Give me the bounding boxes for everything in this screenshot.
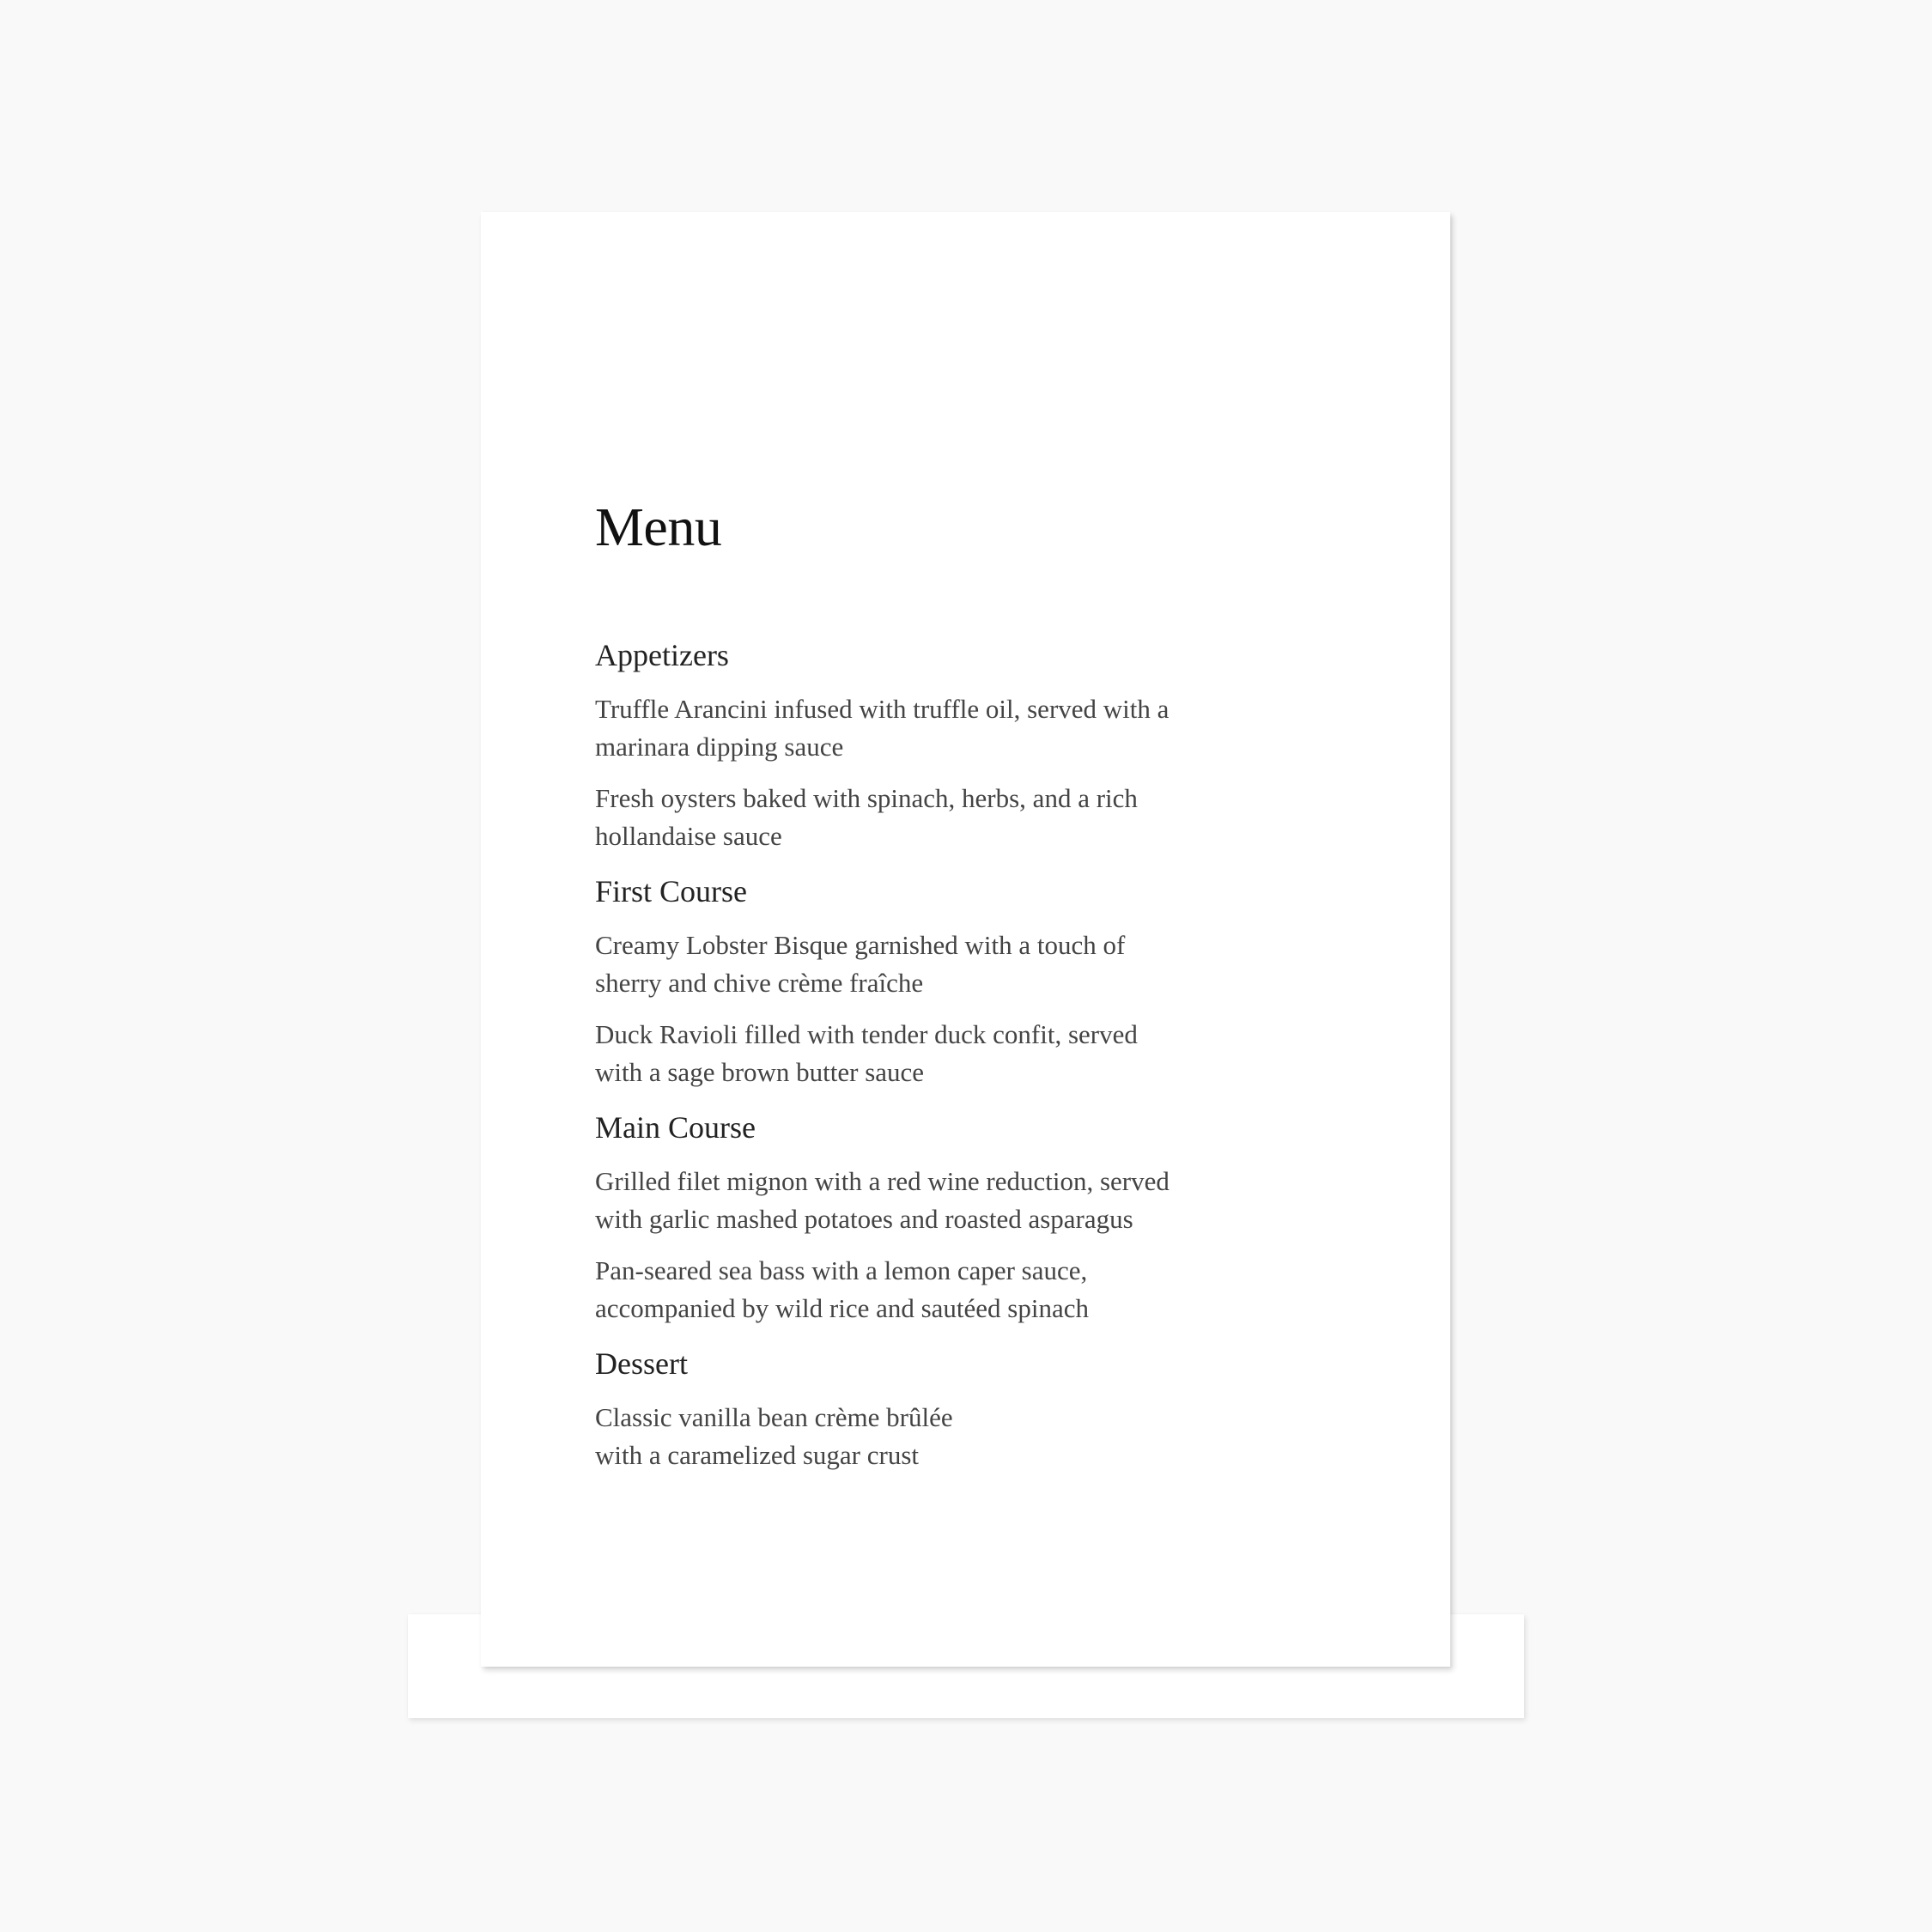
dish-line: hollandaise sauce [595,821,782,851]
section-heading: Dessert [595,1346,688,1381]
section-dessert [595,1345,1248,1474]
dish-line: Duck Ravioli filled with tender duck confit, served [595,1019,1138,1049]
dish-line: Classic vanilla bean crème brûlée [595,1402,953,1432]
dish-line: Truffle Arancini infused with truffle oil, served with a [595,694,1170,724]
menu-title: Menu [595,496,722,557]
dish-line: marinara dipping sauce [595,732,844,762]
dish-line: with garlic mashed potatoes and roasted asparagus [595,1204,1133,1234]
dish-line: Creamy Lobster Bisque garnished with a touch of [595,930,1126,960]
section-main-course [595,1109,1248,1327]
dish-line: sherry and chive crème fraîche [595,968,924,998]
dish-description [595,1399,1248,1474]
dish-line: with a sage brown butter sauce [595,1057,925,1087]
menu-sections [595,636,1248,1474]
dish-line: accompanied by wild rice and sautéed spinach [595,1293,1089,1323]
section-heading: First Course [595,874,748,908]
section-first-course [595,872,1248,1091]
dish-description [595,1252,1248,1327]
dish-description [595,1163,1248,1238]
dish-line: with a caramelized sugar crust [595,1440,919,1470]
section-heading: Main Course [595,1110,756,1145]
menu-card [481,212,1450,1667]
dish-description [595,927,1248,1002]
dish-line: Pan-seared sea bass with a lemon caper sauce, [595,1255,1088,1285]
dish-line: Grilled filet mignon with a red wine reduction, served [595,1166,1170,1196]
menu-content [595,497,1248,1492]
dish-line: Fresh oysters baked with spinach, herbs, and a rich [595,783,1138,813]
section-appetizers [595,636,1248,855]
dish-description [595,690,1248,766]
dish-description [595,780,1248,855]
dish-description [595,1016,1248,1091]
section-heading: Appetizers [595,638,729,672]
